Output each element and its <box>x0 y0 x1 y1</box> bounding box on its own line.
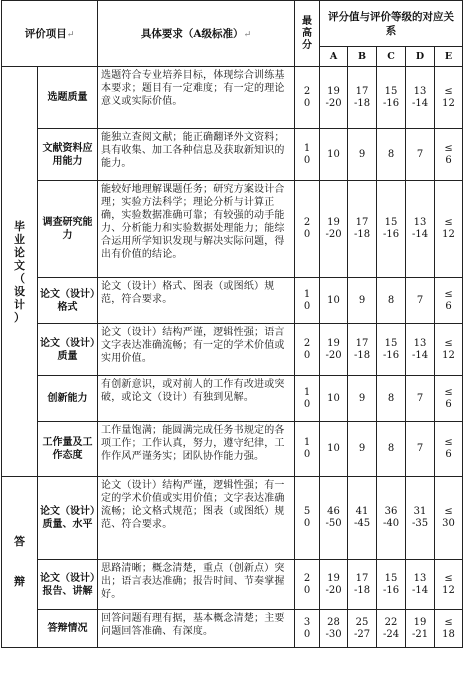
header-row <box>2 1 463 47</box>
range-c: 8 <box>377 129 406 181</box>
paragraph-mark: ↵ <box>66 30 75 40</box>
range-c: 36 -40 <box>377 477 406 560</box>
range-a: 10 <box>320 278 348 324</box>
header-requirement-label: 具体要求（A级标准） <box>140 28 244 40</box>
table-row <box>2 610 463 648</box>
requirement-text: 选题符合专业培养目标，体现综合训练基本要求；题目有一定难度；有一定的理论意义或实际价值。 <box>98 67 295 129</box>
range-c: 15 -16 <box>377 560 406 610</box>
range-e: ≤ 6 <box>435 278 463 324</box>
range-e: ≤ 6 <box>435 129 463 181</box>
requirement-text: 能较好地理解课题任务；研究方案设计合理；实验方法科学；理论分析与计算正确，实验数据准确可靠；有较强的动手能力、分析能力和实验数据处理能力；能综合运用所学知识发现与解决实际问题，得出有价值的结论。 <box>98 181 295 278</box>
range-b: 17 -18 <box>348 67 377 129</box>
range-d: 13 -14 <box>406 67 435 129</box>
grade-b: B <box>348 47 377 67</box>
grade-d: D <box>406 47 435 67</box>
range-e: ≤ 12 <box>435 181 463 278</box>
range-d: 31 -35 <box>406 477 435 560</box>
table-row <box>2 181 463 278</box>
item-label: 创新能力 <box>38 376 98 422</box>
max-score: 2 0 <box>295 181 320 278</box>
max-score: 1 0 <box>295 278 320 324</box>
item-label: 文献资料应用能力 <box>38 129 98 181</box>
range-a: 10 <box>320 129 348 181</box>
range-c: 8 <box>377 422 406 477</box>
range-c: 15 -16 <box>377 324 406 376</box>
group-thesis <box>2 67 38 477</box>
range-c: 15 -16 <box>377 67 406 129</box>
table-row <box>2 324 463 376</box>
range-c: 15 -16 <box>377 181 406 278</box>
paragraph-mark: ↵ <box>243 30 252 40</box>
max-score: 1 0 <box>295 422 320 477</box>
range-a: 19 -20 <box>320 67 348 129</box>
table-row <box>2 422 463 477</box>
max-score: 5 0 <box>295 477 320 560</box>
range-c: 8 <box>377 278 406 324</box>
grade-e: E <box>435 47 463 67</box>
table-row <box>2 560 463 610</box>
range-a: 10 <box>320 422 348 477</box>
item-label: 调查研究能力 <box>38 181 98 278</box>
range-d: 7 <box>406 376 435 422</box>
range-e: ≤ 30 <box>435 477 463 560</box>
range-e: ≤ 6 <box>435 376 463 422</box>
range-d: 7 <box>406 129 435 181</box>
group-defense-label: 答 辩 <box>14 535 25 588</box>
range-e: ≤ 12 <box>435 560 463 610</box>
range-d: 7 <box>406 278 435 324</box>
requirement-text: 思路清晰；概念清楚，重点（创新点）突出；语言表达准确；报告时间、节奏掌握好。 <box>98 560 295 610</box>
item-label: 工作量及工作态度 <box>38 422 98 477</box>
item-label: 论文（设计）格式 <box>38 278 98 324</box>
header-max-label: 最高分 <box>302 15 313 51</box>
grade-a: A <box>320 47 348 67</box>
max-score: 2 0 <box>295 324 320 376</box>
header-max-score <box>295 1 320 67</box>
range-d: 7 <box>406 422 435 477</box>
range-a: 46 -50 <box>320 477 348 560</box>
group-thesis-label: 毕 业 论 文 （ 设 计 ） <box>14 219 25 324</box>
requirement-text: 回答问题有理有据，基本概念清楚；主要问题回答准确、有深度。 <box>98 610 295 648</box>
max-score: 3 0 <box>295 610 320 648</box>
grade-c: C <box>377 47 406 67</box>
range-a: 10 <box>320 376 348 422</box>
range-b: 41 -45 <box>348 477 377 560</box>
table-row <box>2 67 463 129</box>
range-d: 13 -14 <box>406 560 435 610</box>
range-b: 9 <box>348 129 377 181</box>
table-row <box>2 278 463 324</box>
range-d: 13 -14 <box>406 324 435 376</box>
group-defense <box>2 477 38 648</box>
header-relation-label: 评分值与评价等级的对应关系 <box>328 10 455 37</box>
range-b: 9 <box>348 278 377 324</box>
range-a: 19 -20 <box>320 560 348 610</box>
range-b: 9 <box>348 422 377 477</box>
requirement-text: 论文（设计）结构严谨，逻辑性强；有一定的学术价值或实用价值；文字表达准确流畅；论文格式规范；图表（或图纸）规范、符合要求。 <box>98 477 295 560</box>
requirement-text: 论文（设计）结构严谨，逻辑性强；语言文字表达准确流畅；有一定的学术价值或实用价值。 <box>98 324 295 376</box>
range-a: 19 -20 <box>320 324 348 376</box>
range-e: ≤ 18 <box>435 610 463 648</box>
range-e: ≤ 12 <box>435 67 463 129</box>
header-project <box>2 1 98 67</box>
item-label: 论文（设计）质量 <box>38 324 98 376</box>
table-row <box>2 477 463 560</box>
range-b: 17 -18 <box>348 181 377 278</box>
requirement-text: 能独立查阅文献；能正确翻译外文资料；具有收集、加工各种信息及获取新知识的能力。 <box>98 129 295 181</box>
requirement-text: 论文（设计）格式、图表（或图纸）规范，符合要求。 <box>98 278 295 324</box>
header-relation <box>320 1 463 47</box>
range-c: 8 <box>377 376 406 422</box>
table-row <box>2 129 463 181</box>
range-b: 17 -18 <box>348 560 377 610</box>
table-row <box>2 376 463 422</box>
range-b: 17 -18 <box>348 324 377 376</box>
header-requirement <box>98 1 295 67</box>
requirement-text: 有创新意识，或对前人的工作有改进或突破，或论文（设计）有独到见解。 <box>98 376 295 422</box>
range-c: 22 -24 <box>377 610 406 648</box>
max-score: 1 0 <box>295 376 320 422</box>
requirement-text: 工作量饱满；能圆满完成任务书规定的各项工作；工作认真，努力，遵守纪律，工作作风严谨务实；团队协作能力强。 <box>98 422 295 477</box>
item-label: 选题质量 <box>38 67 98 129</box>
max-score: 1 0 <box>295 129 320 181</box>
range-a: 28 -30 <box>320 610 348 648</box>
range-b: 25 -27 <box>348 610 377 648</box>
item-label: 答辩情况 <box>38 610 98 648</box>
max-score: 2 0 <box>295 67 320 129</box>
range-b: 9 <box>348 376 377 422</box>
evaluation-table <box>1 0 463 648</box>
range-a: 19 -20 <box>320 181 348 278</box>
range-d: 13 -14 <box>406 181 435 278</box>
max-score: 2 0 <box>295 560 320 610</box>
header-project-label: 评价项目 <box>24 28 67 40</box>
range-e: ≤ 12 <box>435 324 463 376</box>
range-d: 19 -21 <box>406 610 435 648</box>
item-label: 论文（设计）质量、水平 <box>38 477 98 560</box>
range-e: ≤ 6 <box>435 422 463 477</box>
item-label: 论文（设计）报告、讲解 <box>38 560 98 610</box>
